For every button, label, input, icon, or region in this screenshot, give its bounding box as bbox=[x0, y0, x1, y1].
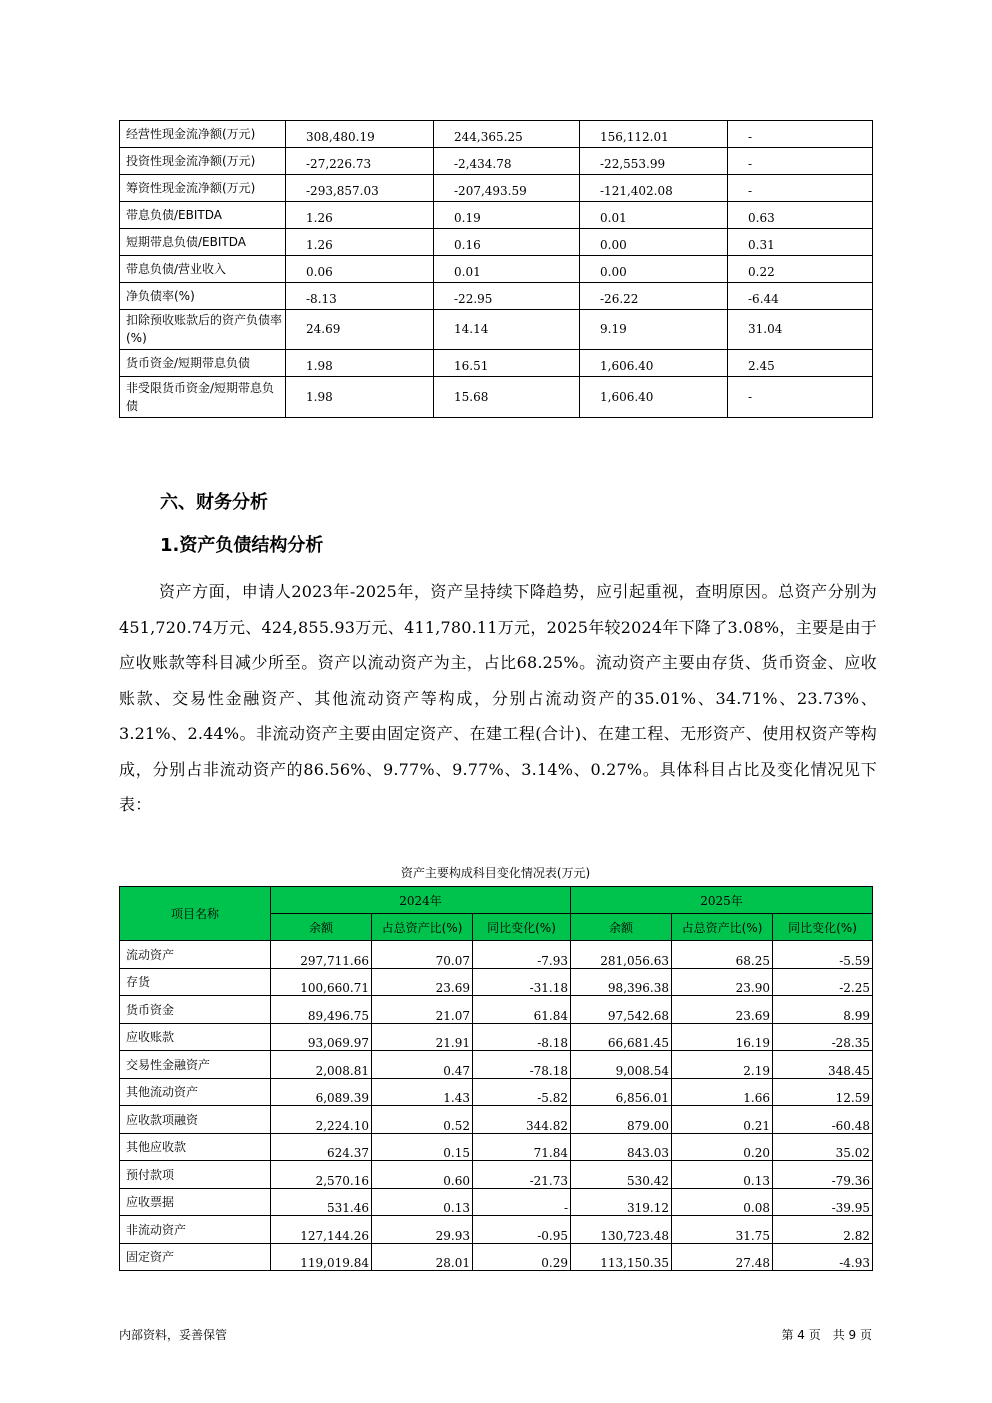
metric-value: 0.16 bbox=[434, 229, 580, 256]
asset-value-cell: 0.52 bbox=[372, 1106, 473, 1134]
table-row bbox=[120, 1078, 873, 1106]
asset-value-cell: - bbox=[473, 1188, 571, 1216]
metric-label: 货币资金/短期带息负债 bbox=[120, 350, 286, 377]
asset-value-cell: 127,144.26 bbox=[271, 1216, 372, 1244]
asset-value-cell: 2,570.16 bbox=[271, 1161, 372, 1189]
asset-value-cell: 61.84 bbox=[473, 996, 571, 1024]
asset-value-cell: 113,150.35 bbox=[571, 1243, 672, 1271]
table-row bbox=[120, 1161, 873, 1189]
metric-label: 扣除预收账款后的资产负债率(%) bbox=[120, 310, 286, 350]
asset-value-cell: -5.59 bbox=[773, 941, 873, 969]
table-row bbox=[120, 968, 873, 996]
metric-value: 24.69 bbox=[286, 310, 434, 350]
asset-value-cell: 23.90 bbox=[672, 968, 773, 996]
metric-value: -2,434.78 bbox=[434, 148, 580, 175]
metric-value: -207,493.59 bbox=[434, 175, 580, 202]
asset-value-cell: -2.25 bbox=[773, 968, 873, 996]
asset-value-cell: -79.36 bbox=[773, 1161, 873, 1189]
table-row bbox=[120, 1216, 873, 1244]
asset-structure-table bbox=[119, 886, 873, 1271]
asset-value-cell: 879.00 bbox=[571, 1106, 672, 1134]
metric-value: 2.45 bbox=[728, 350, 873, 377]
metric-label: 短期带息负债/EBITDA bbox=[120, 229, 286, 256]
metric-value: 14.14 bbox=[434, 310, 580, 350]
metric-value: 1.98 bbox=[286, 377, 434, 418]
metric-value: - bbox=[728, 148, 873, 175]
metric-label: 非受限货币资金/短期带息负债 bbox=[120, 377, 286, 418]
table-row bbox=[120, 148, 873, 175]
metric-value: 0.01 bbox=[580, 202, 728, 229]
asset-value-cell: 297,711.66 bbox=[271, 941, 372, 969]
asset-value-cell: 21.91 bbox=[372, 1023, 473, 1051]
metric-value: -26.22 bbox=[580, 283, 728, 310]
cash-flow-metrics-table bbox=[119, 120, 873, 418]
asset-value-cell: 0.60 bbox=[372, 1161, 473, 1189]
asset-value-cell: 0.15 bbox=[372, 1133, 473, 1161]
table-row bbox=[120, 1243, 873, 1271]
asset-value-cell: 97,542.68 bbox=[571, 996, 672, 1024]
metric-value: -6.44 bbox=[728, 283, 873, 310]
asset-item-name: 预付款项 bbox=[120, 1161, 271, 1189]
metric-value: 1.98 bbox=[286, 350, 434, 377]
metric-value: 0.31 bbox=[728, 229, 873, 256]
asset-item-name: 非流动资产 bbox=[120, 1216, 271, 1244]
asset-value-cell: -28.35 bbox=[773, 1023, 873, 1051]
table-row bbox=[120, 377, 873, 418]
asset-value-cell: 0.20 bbox=[672, 1133, 773, 1161]
subheader-yoy: 同比变化(%) bbox=[773, 914, 873, 941]
analysis-paragraph: 资产方面，申请人2023年-2025年，资产呈持续下降趋势，应引起重视，查明原因。总资产分别为451,720.74万元、424,855.93万元、411,780.11万元，2025年较2024年下降了3.08%，主要是由于应收账款等科目减少所至。资产以流动资产为主，占比68.25%。流动资产主要由存货、货币资金、应收账款、交易性金融资产、其他流动资产等构成，分别占流动资产的35.01%、34.71%、23.73%、3.21%、2.44%。非流动资产主要由固定资产、在建工程(合计)、在建工程、无形资产、使用权资产等构成，分别占非流动资产的86.56%、9.77%、9.77%、3.14%、0.27%。具体科目占比及变化情况见下表： bbox=[119, 582, 877, 814]
metric-label: 净负债率(%) bbox=[120, 283, 286, 310]
asset-value-cell: 89,496.75 bbox=[271, 996, 372, 1024]
metric-label: 投资性现金流净额(万元) bbox=[120, 148, 286, 175]
asset-value-cell: 66,681.45 bbox=[571, 1023, 672, 1051]
asset-value-cell: 23.69 bbox=[672, 996, 773, 1024]
metric-value: 15.68 bbox=[434, 377, 580, 418]
header-year-2024: 2024年 bbox=[271, 887, 571, 914]
metric-value: 1.26 bbox=[286, 229, 434, 256]
metric-value: 9.19 bbox=[580, 310, 728, 350]
asset-value-cell: -60.48 bbox=[773, 1106, 873, 1134]
asset-value-cell: 29.93 bbox=[372, 1216, 473, 1244]
metric-label: 带息负债/EBITDA bbox=[120, 202, 286, 229]
metric-value: 244,365.25 bbox=[434, 121, 580, 148]
table-row bbox=[120, 1051, 873, 1079]
asset-value-cell: 348.45 bbox=[773, 1051, 873, 1079]
metric-value: 156,112.01 bbox=[580, 121, 728, 148]
asset-value-cell: -7.93 bbox=[473, 941, 571, 969]
asset-value-cell: 16.19 bbox=[672, 1023, 773, 1051]
asset-value-cell: 21.07 bbox=[372, 996, 473, 1024]
asset-value-cell: 9,008.54 bbox=[571, 1051, 672, 1079]
metric-value: 0.63 bbox=[728, 202, 873, 229]
metric-value: -22.95 bbox=[434, 283, 580, 310]
asset-value-cell: 0.29 bbox=[473, 1243, 571, 1271]
footer-page-number: 第 4 页 共 9 页 bbox=[781, 1328, 872, 1342]
asset-item-name: 固定资产 bbox=[120, 1243, 271, 1271]
subheader-balance: 余额 bbox=[571, 914, 672, 941]
asset-value-cell: 0.21 bbox=[672, 1106, 773, 1134]
table-row bbox=[120, 350, 873, 377]
asset-value-cell: 98,396.38 bbox=[571, 968, 672, 996]
asset-value-cell: -78.18 bbox=[473, 1051, 571, 1079]
asset-value-cell: 1.66 bbox=[672, 1078, 773, 1106]
metric-value: -293,857.03 bbox=[286, 175, 434, 202]
asset-value-cell: 2.82 bbox=[773, 1216, 873, 1244]
metric-value: 0.19 bbox=[434, 202, 580, 229]
subheader-share: 占总资产比(%) bbox=[672, 914, 773, 941]
asset-value-cell: 8.99 bbox=[773, 996, 873, 1024]
asset-value-cell: 530.42 bbox=[571, 1161, 672, 1189]
asset-value-cell: 0.13 bbox=[372, 1188, 473, 1216]
asset-value-cell: -39.95 bbox=[773, 1188, 873, 1216]
metric-value: - bbox=[728, 175, 873, 202]
table-caption: 资产主要构成科目变化情况表(万元) bbox=[400, 866, 591, 880]
metric-value: 0.22 bbox=[728, 256, 873, 283]
asset-item-name: 应收票据 bbox=[120, 1188, 271, 1216]
asset-value-cell: 843.03 bbox=[571, 1133, 672, 1161]
asset-value-cell: 2,008.81 bbox=[271, 1051, 372, 1079]
metric-value: 31.04 bbox=[728, 310, 873, 350]
asset-value-cell: -31.18 bbox=[473, 968, 571, 996]
metric-value: 1,606.40 bbox=[580, 377, 728, 418]
section-heading: 六、财务分析 bbox=[160, 492, 268, 513]
asset-value-cell: 344.82 bbox=[473, 1106, 571, 1134]
asset-item-name: 应收账款 bbox=[120, 1023, 271, 1051]
asset-value-cell: -4.93 bbox=[773, 1243, 873, 1271]
table-row bbox=[120, 310, 873, 350]
asset-item-name: 流动资产 bbox=[120, 941, 271, 969]
metric-label: 筹资性现金流净额(万元) bbox=[120, 175, 286, 202]
asset-value-cell: 31.75 bbox=[672, 1216, 773, 1244]
asset-value-cell: 0.08 bbox=[672, 1188, 773, 1216]
asset-value-cell: 23.69 bbox=[372, 968, 473, 996]
asset-value-cell: -0.95 bbox=[473, 1216, 571, 1244]
asset-value-cell: 6,856.01 bbox=[571, 1078, 672, 1106]
metric-value: 308,480.19 bbox=[286, 121, 434, 148]
asset-value-cell: 2.19 bbox=[672, 1051, 773, 1079]
asset-value-cell: 130,723.48 bbox=[571, 1216, 672, 1244]
subheader-balance: 余额 bbox=[271, 914, 372, 941]
asset-value-cell: 93,069.97 bbox=[271, 1023, 372, 1051]
metric-value: - bbox=[728, 377, 873, 418]
metric-value: 1.26 bbox=[286, 202, 434, 229]
asset-value-cell: -21.73 bbox=[473, 1161, 571, 1189]
metric-value: 0.06 bbox=[286, 256, 434, 283]
asset-value-cell: 100,660.71 bbox=[271, 968, 372, 996]
asset-value-cell: 0.47 bbox=[372, 1051, 473, 1079]
asset-value-cell: 68.25 bbox=[672, 941, 773, 969]
table-row bbox=[120, 283, 873, 310]
asset-item-name: 货币资金 bbox=[120, 996, 271, 1024]
footer-confidential-note: 内部资料，妥善保管 bbox=[119, 1328, 228, 1342]
asset-value-cell: -8.18 bbox=[473, 1023, 571, 1051]
asset-item-name: 其他应收款 bbox=[120, 1133, 271, 1161]
metric-value: 0.00 bbox=[580, 256, 728, 283]
table-row bbox=[120, 1106, 873, 1134]
metric-value: 0.00 bbox=[580, 229, 728, 256]
asset-value-cell: 281,056.63 bbox=[571, 941, 672, 969]
asset-value-cell: 319.12 bbox=[571, 1188, 672, 1216]
sub-heading: 1.资产负债结构分析 bbox=[160, 535, 324, 556]
table-row bbox=[120, 175, 873, 202]
asset-value-cell: 531.46 bbox=[271, 1188, 372, 1216]
table-row bbox=[120, 256, 873, 283]
table-row bbox=[120, 996, 873, 1024]
asset-item-name: 应收款项融资 bbox=[120, 1106, 271, 1134]
metric-value: 16.51 bbox=[434, 350, 580, 377]
asset-item-name: 存货 bbox=[120, 968, 271, 996]
asset-value-cell: 28.01 bbox=[372, 1243, 473, 1271]
metric-value: -27,226.73 bbox=[286, 148, 434, 175]
table-header-row bbox=[120, 887, 873, 914]
asset-value-cell: 12.59 bbox=[773, 1078, 873, 1106]
asset-value-cell: 2,224.10 bbox=[271, 1106, 372, 1134]
asset-value-cell: 71.84 bbox=[473, 1133, 571, 1161]
metric-value: -121,402.08 bbox=[580, 175, 728, 202]
asset-value-cell: 1.43 bbox=[372, 1078, 473, 1106]
metric-value: - bbox=[728, 121, 873, 148]
metric-label: 带息负债/营业收入 bbox=[120, 256, 286, 283]
asset-value-cell: -5.82 bbox=[473, 1078, 571, 1106]
table-row bbox=[120, 941, 873, 969]
subheader-yoy: 同比变化(%) bbox=[473, 914, 571, 941]
metric-value: -8.13 bbox=[286, 283, 434, 310]
asset-value-cell: 70.07 bbox=[372, 941, 473, 969]
header-item-name: 项目名称 bbox=[120, 887, 271, 941]
asset-value-cell: 624.37 bbox=[271, 1133, 372, 1161]
asset-value-cell: 0.13 bbox=[672, 1161, 773, 1189]
table-row bbox=[120, 202, 873, 229]
table-row bbox=[120, 1188, 873, 1216]
metric-value: 0.01 bbox=[434, 256, 580, 283]
metric-label: 经营性现金流净额(万元) bbox=[120, 121, 286, 148]
asset-item-name: 交易性金融资产 bbox=[120, 1051, 271, 1079]
table-row bbox=[120, 229, 873, 256]
metric-value: -22,553.99 bbox=[580, 148, 728, 175]
table-row bbox=[120, 121, 873, 148]
subheader-share: 占总资产比(%) bbox=[372, 914, 473, 941]
asset-value-cell: 119,019.84 bbox=[271, 1243, 372, 1271]
asset-item-name: 其他流动资产 bbox=[120, 1078, 271, 1106]
metric-value: 1,606.40 bbox=[580, 350, 728, 377]
table-row bbox=[120, 1023, 873, 1051]
header-year-2025: 2025年 bbox=[571, 887, 873, 914]
asset-value-cell: 35.02 bbox=[773, 1133, 873, 1161]
table-row bbox=[120, 1133, 873, 1161]
asset-value-cell: 6,089.39 bbox=[271, 1078, 372, 1106]
asset-value-cell: 27.48 bbox=[672, 1243, 773, 1271]
